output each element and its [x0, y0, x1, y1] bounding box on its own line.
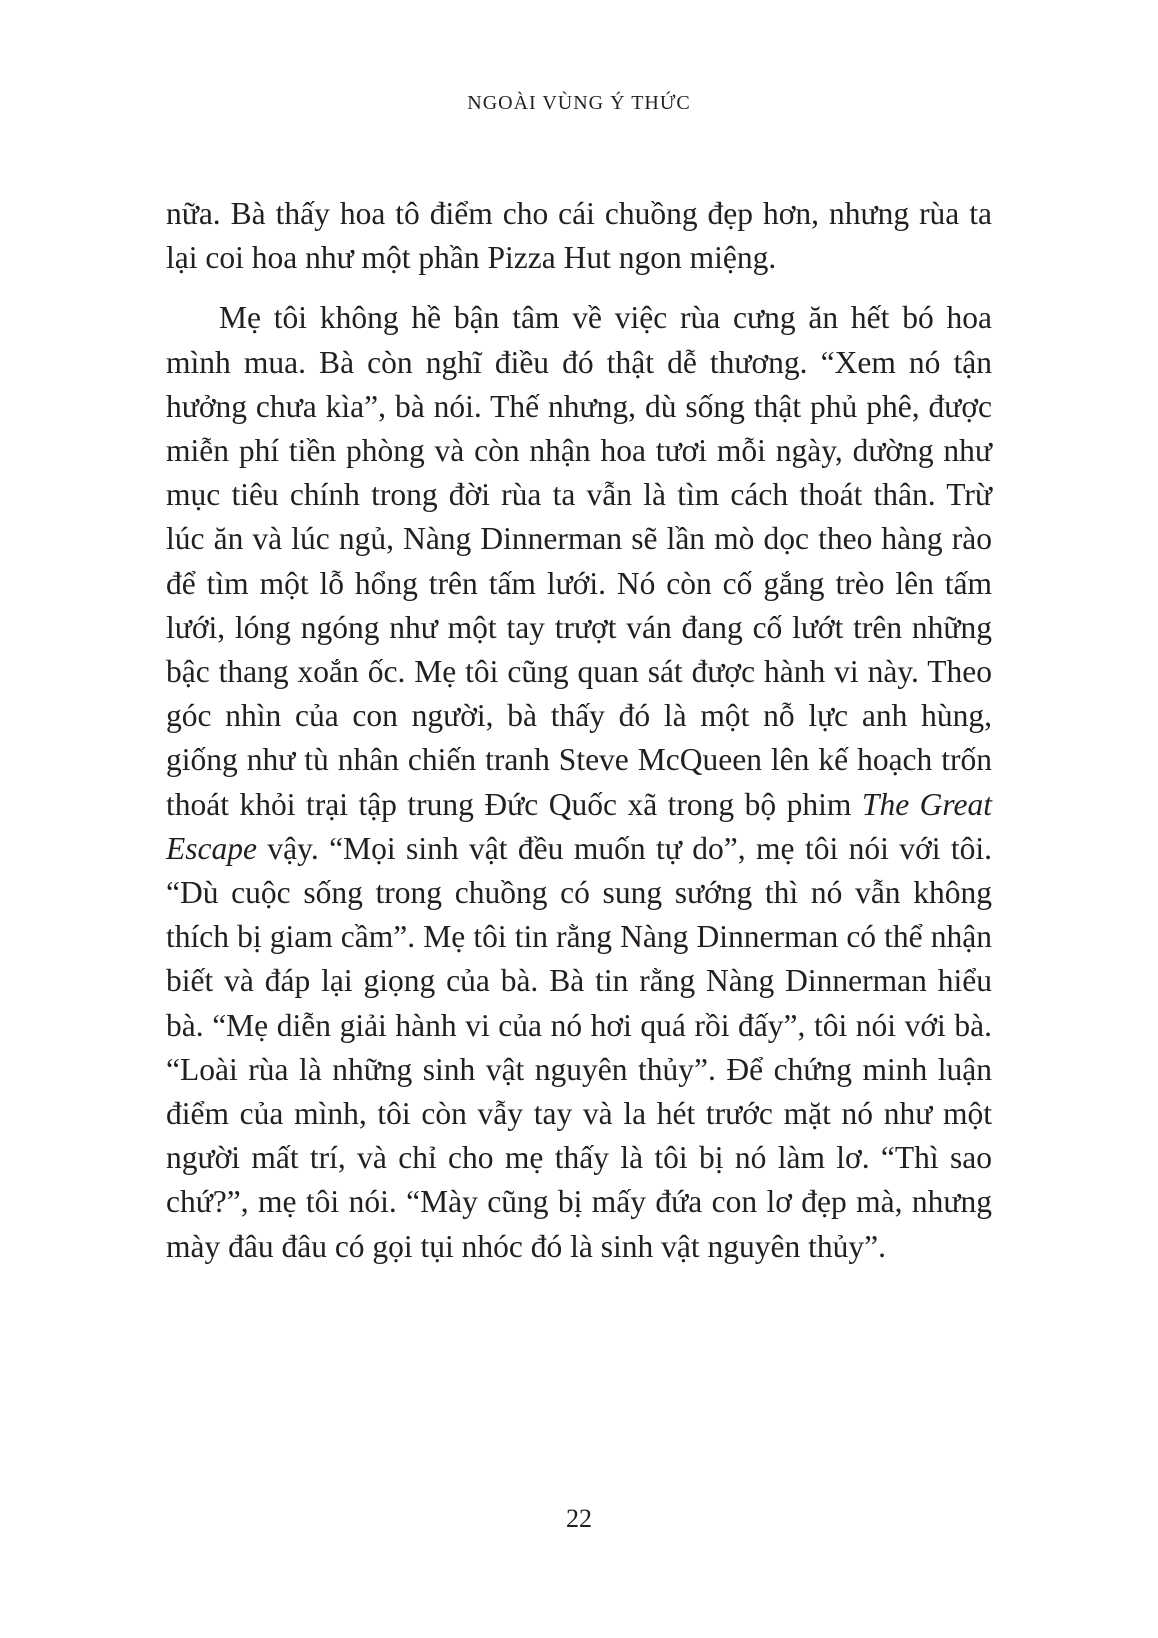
paragraph-text-part-2: vậy. “Mọi sinh vật đều muốn tự do”, mẹ tôi nói với tôi. “Dù cuộc sống trong chuồng có sung sướng thì nó vẫn không thích bị giam cầm”. Mẹ tôi tin rằng Nàng Dinnerman có thể nhận biết và đáp lại giọng của bà. Bà tin rằng Nàng Dinnerman hiểu bà. “Mẹ diễn giải hành vi của nó hơi quá rồi đấy”, tôi nói với bà. “Loài rùa là những sinh vật nguyên thủy”. Để chứng minh luận điểm của mình, tôi còn vẫy tay và la hét trước mặt nó như một người mất trí, và chỉ cho mẹ thấy là tôi bị nó làm lơ. “Thì sao chứ?”, mẹ tôi nói. “Mày cũng bị mấy đứa con lơ đẹp mà, nhưng mày đâu đâu có gọi tụi nhóc đó là sinh vật nguyên thủy”. — [166, 830, 993, 1264]
paragraph-continued: nữa. Bà thấy hoa tô điểm cho cái chuồng đẹp hơn, nhưng rùa ta lại coi hoa như một phần Pizza Hut ngon miệng. — [166, 196, 992, 276]
paragraph — [166, 296, 992, 1268]
page-number: 22 — [566, 1504, 592, 1533]
paragraph-text-part-1: Mẹ tôi không hề bận tâm về việc rùa cưng ăn hết bó hoa mình mua. Bà còn nghĩ điều đó thật dễ thương. “Xem nó tận hưởng chưa kìa”, bà nói. Thế nhưng, dù sống thật phủ phê, được miễn phí tiền phòng và còn nhận hoa tươi mỗi ngày, dường như mục tiêu chính trong đời rùa ta vẫn là tìm cách thoát thân. Trừ lúc ăn và lúc ngủ, Nàng Dinnerman sẽ lần mò dọc theo hàng rào để tìm một lỗ hổng trên tấm lưới. Nó còn cố gắng trèo lên tấm lưới, lóng ngóng như một tay trượt ván đang cố lướt trên những bậc thang xoắn ốc. Mẹ tôi cũng quan sát được hành vi này. Theo góc nhìn của con người, bà thấy đó là một nỗ lực anh hùng, giống như tù nhân chiến tranh Steve McQueen lên kế hoạch trốn thoát khỏi trại tập trung Đức Quốc xã trong bộ phim — [166, 300, 992, 822]
film-title: The Great Escape — [166, 786, 992, 866]
body-text — [166, 192, 992, 1269]
running-header: NGOÀI VÙNG Ý THỨC — [467, 92, 691, 114]
